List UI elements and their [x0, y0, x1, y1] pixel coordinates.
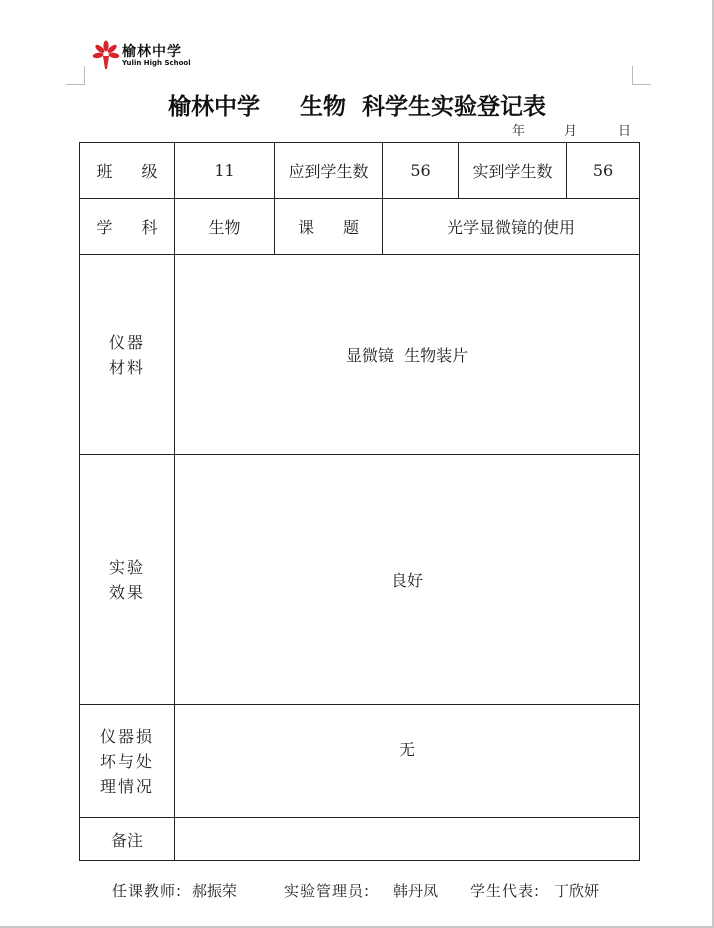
subject-label: 学 科 — [80, 199, 175, 255]
table-row — [80, 143, 640, 199]
remarks-label: 备注 — [80, 818, 175, 861]
manager-name: 韩丹凤 — [393, 882, 439, 900]
materials-label — [80, 255, 175, 455]
date-day-label: 日 — [618, 124, 632, 139]
school-logo — [92, 40, 202, 74]
subject-value: 生物 — [175, 199, 275, 255]
signature-row — [112, 880, 672, 904]
effect-label-line: 效果 — [108, 582, 145, 602]
damage-label-line: 理情况 — [99, 776, 154, 796]
class-value: 11 — [175, 143, 275, 199]
actual-students-value: 56 — [567, 143, 640, 199]
table-row — [80, 199, 640, 255]
crop-mark-top-left — [66, 66, 85, 85]
expected-students-value: 56 — [383, 143, 459, 199]
damage-label-line: 坏与处 — [99, 751, 154, 771]
school-name-en: Yulin High School — [122, 59, 191, 67]
table-row — [80, 818, 640, 861]
registration-form-table — [79, 142, 640, 861]
materials-value: 显微镜 生物装片 — [175, 255, 640, 455]
effect-label — [80, 455, 175, 705]
effect-label-line: 实验 — [108, 557, 145, 577]
materials-label-line: 材料 — [108, 357, 145, 377]
crop-mark-top-right — [632, 66, 651, 85]
damage-value: 无 — [175, 705, 640, 818]
table-row — [80, 255, 640, 455]
student-rep-name: 丁欣妍 — [554, 882, 600, 900]
teacher-name: 郝振荣 — [192, 882, 238, 900]
page-title: 榆林中学 生物 科学生实验登记表 — [167, 94, 547, 120]
manager-label: 实验管理员: — [284, 882, 371, 900]
class-label: 班 级 — [80, 143, 175, 199]
school-name-cn: 榆林中学 — [122, 44, 182, 60]
school-emblem-icon — [92, 40, 120, 70]
teacher-label: 任课教师: — [112, 882, 183, 900]
expected-students-label: 应到学生数 — [275, 143, 383, 199]
date-row — [512, 120, 642, 138]
student-rep-label: 学生代表: — [470, 882, 541, 900]
effect-value: 良好 — [175, 455, 640, 705]
topic-value: 光学显微镜的使用 — [383, 199, 640, 255]
actual-students-label: 实到学生数 — [459, 143, 567, 199]
remarks-value — [175, 818, 640, 861]
materials-label-line: 仪器 — [108, 332, 145, 352]
table-row — [80, 455, 640, 705]
date-year-label: 年 — [512, 124, 526, 139]
table-row — [80, 705, 640, 818]
date-month-label: 月 — [564, 124, 578, 139]
damage-label — [80, 705, 175, 818]
damage-label-line: 仪器损 — [99, 726, 154, 746]
topic-label: 课 题 — [275, 199, 383, 255]
